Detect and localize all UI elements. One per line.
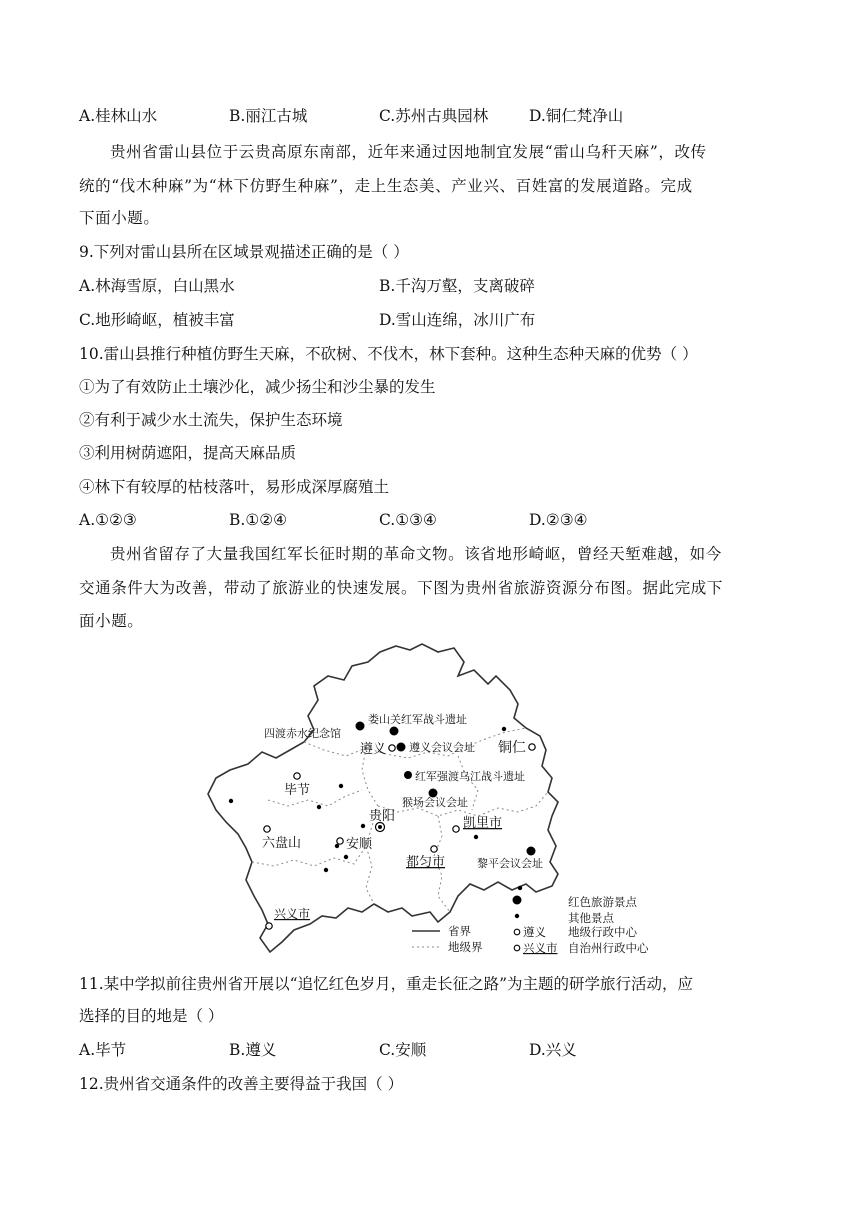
province-border (208, 644, 558, 952)
q10-option-b: B.①②④ (229, 511, 288, 529)
q11-option-b: B.遵义 (229, 1041, 277, 1059)
red-site-dot (527, 847, 536, 856)
label-tongren: 铜仁 (498, 740, 526, 756)
intro1-line-3: 下面小题。 (79, 209, 160, 227)
map-legend (412, 895, 649, 955)
map-svg (196, 640, 686, 960)
q10-stem: 10.雷山县推行种植仿野生天麻，不砍树、不伐木，林下套种。这种生态种天麻的优势（ ） (79, 345, 698, 363)
red-site-dot (390, 727, 399, 736)
q8-option-a: A.桂林山水 (79, 107, 158, 125)
guizhou-tourism-map (196, 640, 686, 960)
label-bijie: 毕节 (284, 783, 311, 798)
red-site-dot (404, 771, 412, 779)
q11-option-a: A.毕节 (79, 1041, 127, 1059)
q11-stem-line-1: 11.某中学拟前往贵州省开展以“追忆红色岁月，重走长征之路”为主题的研学旅行活动，应 (79, 975, 694, 993)
label-houchang: 猴场会议会址 (402, 796, 468, 809)
q11-stem-line-2: 选择的目的地是（ ） (79, 1007, 224, 1025)
intro1-line-1: 贵州省雷山县位于云贵高原东南部，近年来通过因地制宜发展“雷山乌秆天麻”，改传 (110, 143, 707, 161)
q10-statement-3: ③利用树荫遮阳，提高天麻品质 (79, 444, 297, 462)
label-liupanshan: 六盘山 (262, 836, 302, 851)
capital-inner-dot (378, 825, 382, 829)
legend-other-site-symbol (515, 914, 519, 918)
q9-option-d: D.雪山连绵，冰川广布 (379, 311, 536, 329)
intro2-line-2: 交通条件大为改善，带动了旅游业的快速发展。下图为贵州省旅游资源分布图。据此完成下 (79, 579, 724, 597)
q11-option-d: D.兴义 (529, 1041, 577, 1059)
q9-option-c: C.地形崎岖，植被丰富 (79, 311, 235, 329)
q10-option-d: D.②③④ (529, 511, 588, 529)
legend-province-border: 省界 (448, 924, 471, 938)
label-guiyang: 贵阳 (369, 809, 396, 824)
q10-statement-4: ④林下有较厚的枯枝落叶，易形成深厚腐殖土 (79, 478, 390, 496)
q10-option-c: C.①③④ (379, 511, 437, 529)
legend-other-site: 其他景点 (568, 911, 614, 925)
legend-autonomous-symbol (514, 945, 520, 951)
q11-option-c: C.安顺 (379, 1041, 427, 1059)
q9-stem: 9.下列对雷山县所在区域景观描述正确的是（ ） (79, 243, 409, 261)
q10-statement-2: ②有利于减少水土流失，保护生态环境 (79, 411, 343, 429)
red-site-dot (397, 743, 406, 752)
q9-option-a: A.林海雪原，白山黑水 (79, 277, 235, 295)
intro2-line-1: 贵州省留存了大量我国红军长征时期的革命文物。该省地形崎岖，曾经天堑难越，如今 (110, 545, 722, 563)
q8-option-b: B.丽江古城 (229, 107, 308, 125)
q10-option-a: A.①②③ (79, 511, 137, 529)
intro2-line-3: 面小题。 (79, 612, 144, 630)
legend-prefecture-border: 地级界 (448, 940, 483, 954)
label-zunyi: 遵义 (360, 742, 387, 757)
label-loushanguan: 娄山关红军战斗遗址 (368, 713, 467, 726)
legend-red-site: 红色旅游景点 (568, 895, 637, 909)
intro1-line-2: 统的“伐木种麻”为“林下仿野生种麻”，走上生态美、产业兴、百姓富的发展道路。完成 (79, 177, 693, 195)
label-xingyi: 兴义市 (274, 907, 311, 921)
label-wujiang: 红军强渡乌江战斗遗址 (415, 770, 525, 783)
label-duyun: 都匀市 (406, 855, 446, 870)
legend-autonomous: 自治州行政中心 (568, 941, 649, 955)
q8-option-d: D.铜仁梵净山 (529, 107, 624, 125)
q12-stem: 12.贵州省交通条件的改善主要得益于我国（ ） (79, 1075, 404, 1093)
label-zunyi-meeting: 遵义会议会址 (409, 741, 475, 754)
legend-autonomous-sample: 兴义市 (523, 941, 558, 955)
label-liping: 黎平会议会址 (477, 857, 543, 870)
q10-statement-1: ①为了有效防止土壤沙化，减少扬尘和沙尘暴的发生 (79, 378, 436, 396)
red-site-dot (356, 722, 365, 731)
legend-red-site-symbol (513, 896, 522, 905)
q8-option-c: C.苏州古典园林 (379, 107, 489, 125)
label-kaili: 凯里市 (463, 816, 503, 831)
label-sidu-chishui: 四渡赤水纪念馆 (264, 727, 341, 740)
q9-option-b: B.千沟万壑，支离破碎 (379, 277, 535, 295)
legend-prefecture: 地级行政中心 (568, 925, 637, 939)
label-anshun: 安顺 (346, 837, 373, 852)
legend-prefecture-sample: 遵义 (523, 925, 546, 939)
legend-prefecture-symbol (514, 929, 520, 935)
